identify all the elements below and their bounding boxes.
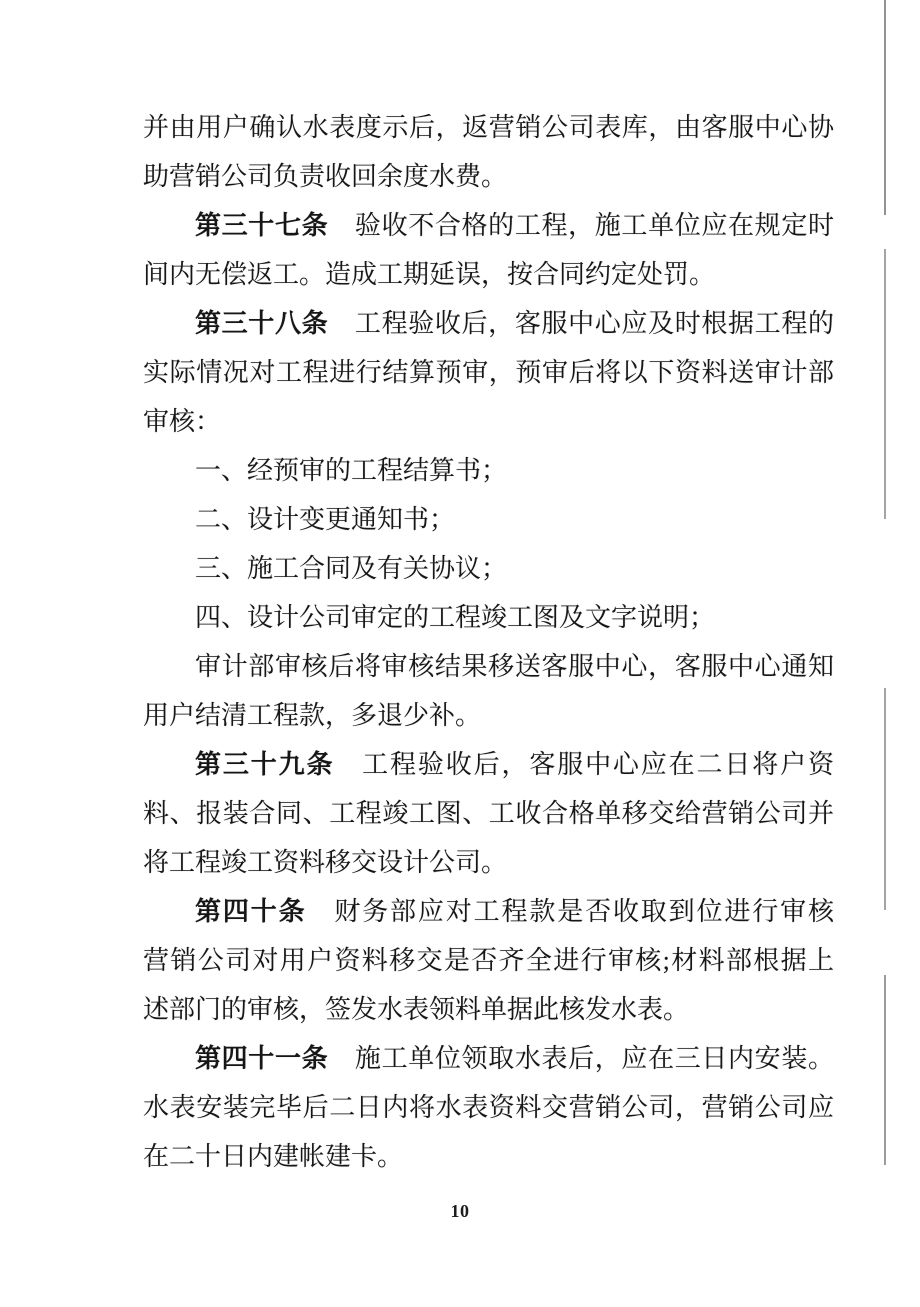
- clause-number: 第四十条: [195, 897, 307, 926]
- text-line: [143, 152, 834, 201]
- text-line-content: 工程验收后，客服中心应在二日将户资: [334, 750, 834, 779]
- text-line-content: 用户结清工程款，多退少补。: [143, 701, 482, 730]
- text-line-content: 述部门的审核，签发水表领料单据此核发水表。: [143, 995, 690, 1024]
- text-line: [143, 103, 834, 152]
- scan-line-segment: [884, 688, 886, 910]
- text-line: [143, 887, 834, 936]
- clause-number: 第三十八条: [195, 309, 329, 338]
- scan-line-segment: [884, 975, 886, 1165]
- text-line: [143, 544, 834, 593]
- text-line-content: 营销公司对用户资料移交是否齐全进行审核;材料部根据上: [143, 946, 834, 975]
- text-line: [143, 1132, 834, 1181]
- text-line-content: 助营销公司负责收回余度水费。: [143, 162, 508, 191]
- text-line: [143, 691, 834, 740]
- text-line: [143, 985, 834, 1034]
- text-line: [143, 593, 834, 642]
- text-line: [143, 789, 834, 838]
- text-line-content: 二、设计变更通知书；: [195, 505, 456, 534]
- text-line-content: 料、报装合同、工程竣工图、工收合格单移交给营销公司并: [143, 799, 834, 828]
- document-body: [143, 103, 834, 1181]
- text-line: [143, 446, 834, 495]
- text-line-content: 工程验收后，客服中心应及时根据工程的: [328, 309, 834, 338]
- text-line-content: 在二十日内建帐建卡。: [143, 1142, 404, 1171]
- text-line: [143, 838, 834, 887]
- text-line: [143, 250, 834, 299]
- scan-line-segment: [884, 249, 886, 519]
- clause-number: 第四十一条: [195, 1044, 329, 1073]
- text-line: [143, 201, 834, 250]
- text-line-content: 验收不合格的工程，施工单位应在规定时: [328, 211, 834, 240]
- text-line-content: 水表安装完毕后二日内将水表资料交营销公司，营销公司应: [143, 1093, 834, 1122]
- text-line: [143, 740, 834, 789]
- text-line-content: 间内无偿返工。造成工期延误，按合同约定处罚。: [143, 260, 716, 289]
- text-line-content: 一、经预审的工程结算书；: [195, 456, 508, 485]
- text-line-content: 并由用户确认水表度示后，返营销公司表库，由客服中心协: [143, 113, 834, 142]
- clause-number: 第三十九条: [195, 750, 335, 779]
- text-line-content: 财务部应对工程款是否收取到位进行审核: [306, 897, 834, 926]
- text-line: [143, 936, 834, 985]
- text-line-content: 施工单位领取水表后，应在三日内安装。: [328, 1044, 834, 1073]
- text-line-content: 四、设计公司审定的工程竣工图及文字说明；: [195, 603, 716, 632]
- text-line: [143, 299, 834, 348]
- text-line: [143, 1034, 834, 1083]
- clause-number: 第三十七条: [195, 211, 329, 240]
- text-line-content: 三、施工合同及有关协议；: [195, 554, 508, 583]
- scan-line-segment: [884, 0, 886, 215]
- text-line: [143, 348, 834, 397]
- text-line: [143, 642, 834, 691]
- text-line: [143, 1083, 834, 1132]
- text-line-content: 将工程竣工资料移交设计公司。: [143, 848, 508, 877]
- text-line: [143, 495, 834, 544]
- text-line: [143, 397, 834, 446]
- text-line-content: 实际情况对工程进行结算预审，预审后将以下资料送审计部: [143, 358, 834, 387]
- text-line-content: 审核：: [143, 407, 222, 436]
- page-number: 10: [450, 1201, 470, 1221]
- text-line-content: 审计部审核后将审核结果移送客服中心，客服中心通知: [195, 652, 834, 681]
